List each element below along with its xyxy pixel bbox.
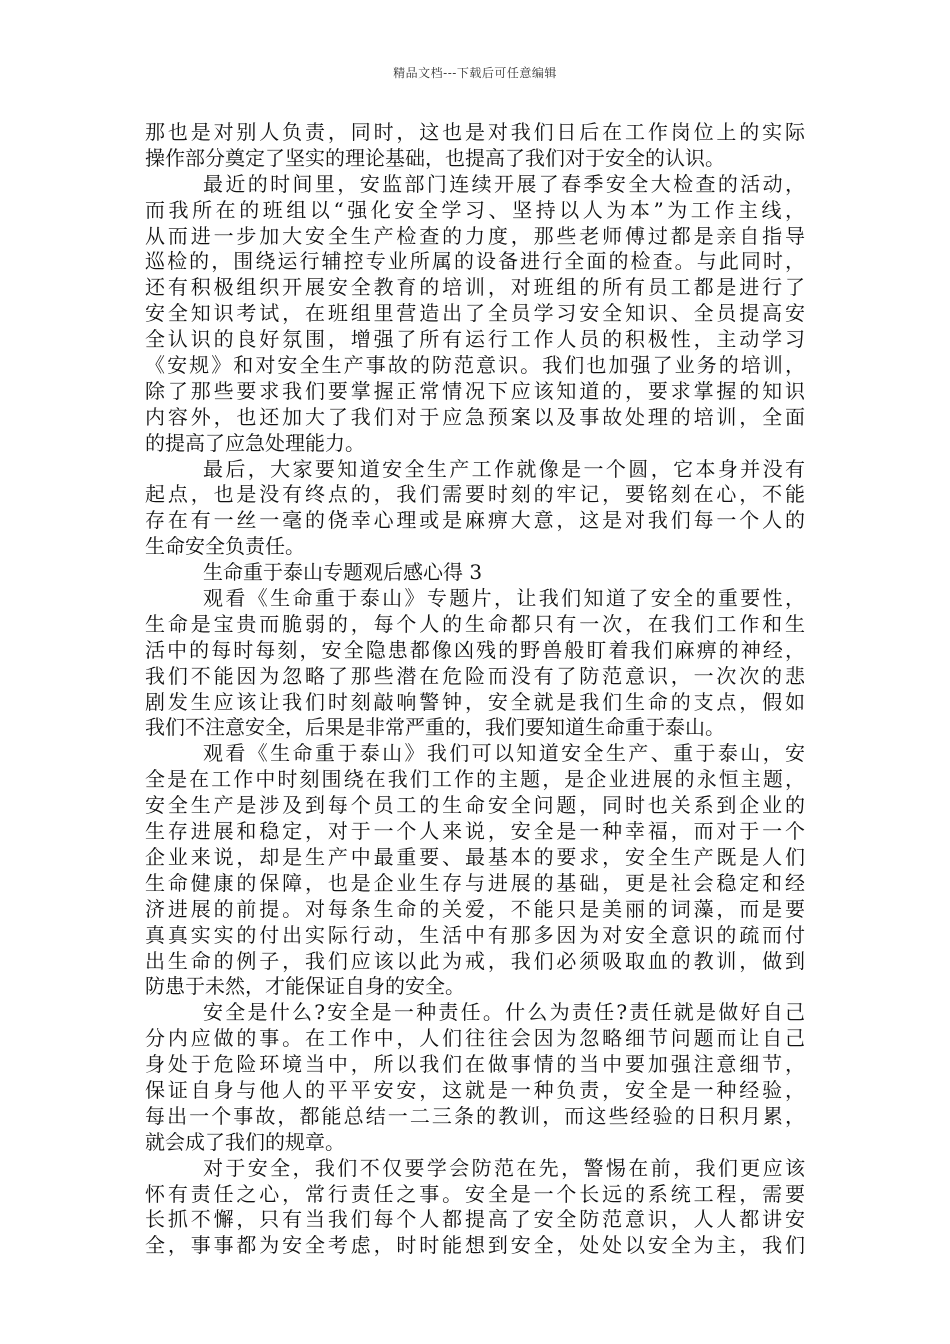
text-line: 剧发生应该让我们时刻敲响警钟，安全就是我们生命的支点，假如 [145,689,805,714]
text-line: 生命健康的保障，也是企业生存与进展的基础，更是社会稳定和经 [145,870,805,895]
text-line: 企业来说，却是生产中最重要、最基本的要求，安全生产既是人们 [145,844,805,869]
text-line: 内容外，也还加大了我们对于应急预案以及事故处理的培训，全面 [145,404,805,429]
text-line: 全认识的良好氛围，增强了所有运行工作人员的积极性，主动学习 [145,327,805,352]
text-line: 生命是宝贵而脆弱的，每个人的生命都只有一次，在我们工作和生 [145,611,805,636]
text-line: 最近的时间里，安监部门连续开展了春季安全大检查的活动， [203,171,805,196]
text-line: 身处于危险环境当中，所以我们在做事情的当中要加强注意细节， [145,1052,805,1077]
text-line: 存在有一丝一毫的侥幸心理或是麻痹大意，这是对我们每一个人的 [145,508,805,533]
text-line: 安全生产是涉及到每个员工的生命安全问题，同时也关系到企业的 [145,793,805,818]
text-line: 起点，也是没有终点的，我们需要时刻的牢记，要铭刻在心，不能 [145,482,805,507]
text-line: 生存进展和稳定，对于一个人来说，安全是一种幸福，而对于一个 [145,819,805,844]
text-line: 操作部分奠定了坚实的理论基础，也提高了我们对于安全的认识。 [145,145,725,170]
section-heading: 生命重于泰山专题观后感心得 3 [203,560,483,585]
text-line: 最后，大家要知道安全生产工作就像是一个圆，它本身并没有 [203,456,805,481]
text-line: 观看《生命重于泰山》专题片，让我们知道了安全的重要性， [203,586,805,611]
text-line: 巡检的，围绕运行辅控专业所属的设备进行全面的检查。与此同时， [145,249,805,274]
text-line: 活中的每时每刻，安全隐患都像凶残的野兽般盯着我们麻痹的神经， [145,637,805,662]
text-line: 还有积极组织开展安全教育的培训，对班组的所有员工都是进行了 [145,275,805,300]
text-line: 《安规》和对安全生产事故的防范意识。我们也加强了业务的培训， [145,353,805,378]
text-line: 真真实实的付出实际行动，生活中有那多因为对安全意识的疏而付 [145,922,805,947]
text-line: 就会成了我们的规章。 [145,1129,345,1154]
text-line: 分内应做的事。在工作中，人们往往会因为忽略细节问题而让自己 [145,1026,805,1051]
text-line: 全，事事都为安全考虑，时时能想到安全，处处以安全为主，我们 [145,1233,805,1258]
text-line: 怀有责任之心，常行责任之事。安全是一个长远的系统工程，需要 [145,1181,805,1206]
text-line: 保证自身与他人的平平安安，这就是一种负责，安全是一种经验， [145,1077,805,1102]
text-line: 安全是什么?安全是一种责任。什么为责任?责任就是做好自己 [203,1000,805,1025]
text-line: 我们不注意安全，后果是非常严重的，我们要知道生命重于泰山。 [145,715,725,740]
text-line: 的提高了应急处理能力。 [145,430,365,455]
text-line: 安全知识考试，在班组里营造出了全员学习安全知识、全员提高安 [145,301,805,326]
text-line: 除了那些要求我们要掌握正常情况下应该知道的，要求掌握的知识 [145,378,805,403]
text-line: 出生命的例子，我们应该以此为戒，我们必须吸取血的教训，做到 [145,948,805,973]
text-line: 而我所在的班组以“强化安全学习、坚持以人为本”为工作主线， [145,197,805,222]
text-line: 济进展的前提。对每条生命的关爱，不能只是美丽的词藻，而是要 [145,896,805,921]
text-line: 观看《生命重于泰山》我们可以知道安全生产、重于泰山，安 [203,741,805,766]
page-header: 精品文档---下载后可任意编辑 [393,66,557,80]
text-line: 我们不能因为忽略了那些潜在危险而没有了防范意识，一次次的悲 [145,663,805,688]
text-line: 防患于未然，才能保证自身的安全。 [145,974,465,999]
text-line: 对于安全，我们不仅要学会防范在先，警惕在前，我们更应该 [203,1155,805,1180]
body-text [145,120,805,1259]
text-line: 生命安全负责任。 [145,534,305,559]
text-line: 长抓不懈，只有当我们每个人都提高了安全防范意识，人人都讲安 [145,1207,805,1232]
text-line: 那也是对别人负责，同时，这也是对我们日后在工作岗位上的实际 [145,120,805,144]
text-line: 全是在工作中时刻围绕在我们工作的主题，是企业进展的永恒主题， [145,767,805,792]
text-line: 从而进一步加大安全生产检查的力度，那些老师傅过都是亲自指导 [145,223,805,248]
text-line: 每出一个事故，都能总结一二三条的教训，而这些经验的日积月累， [145,1103,805,1128]
